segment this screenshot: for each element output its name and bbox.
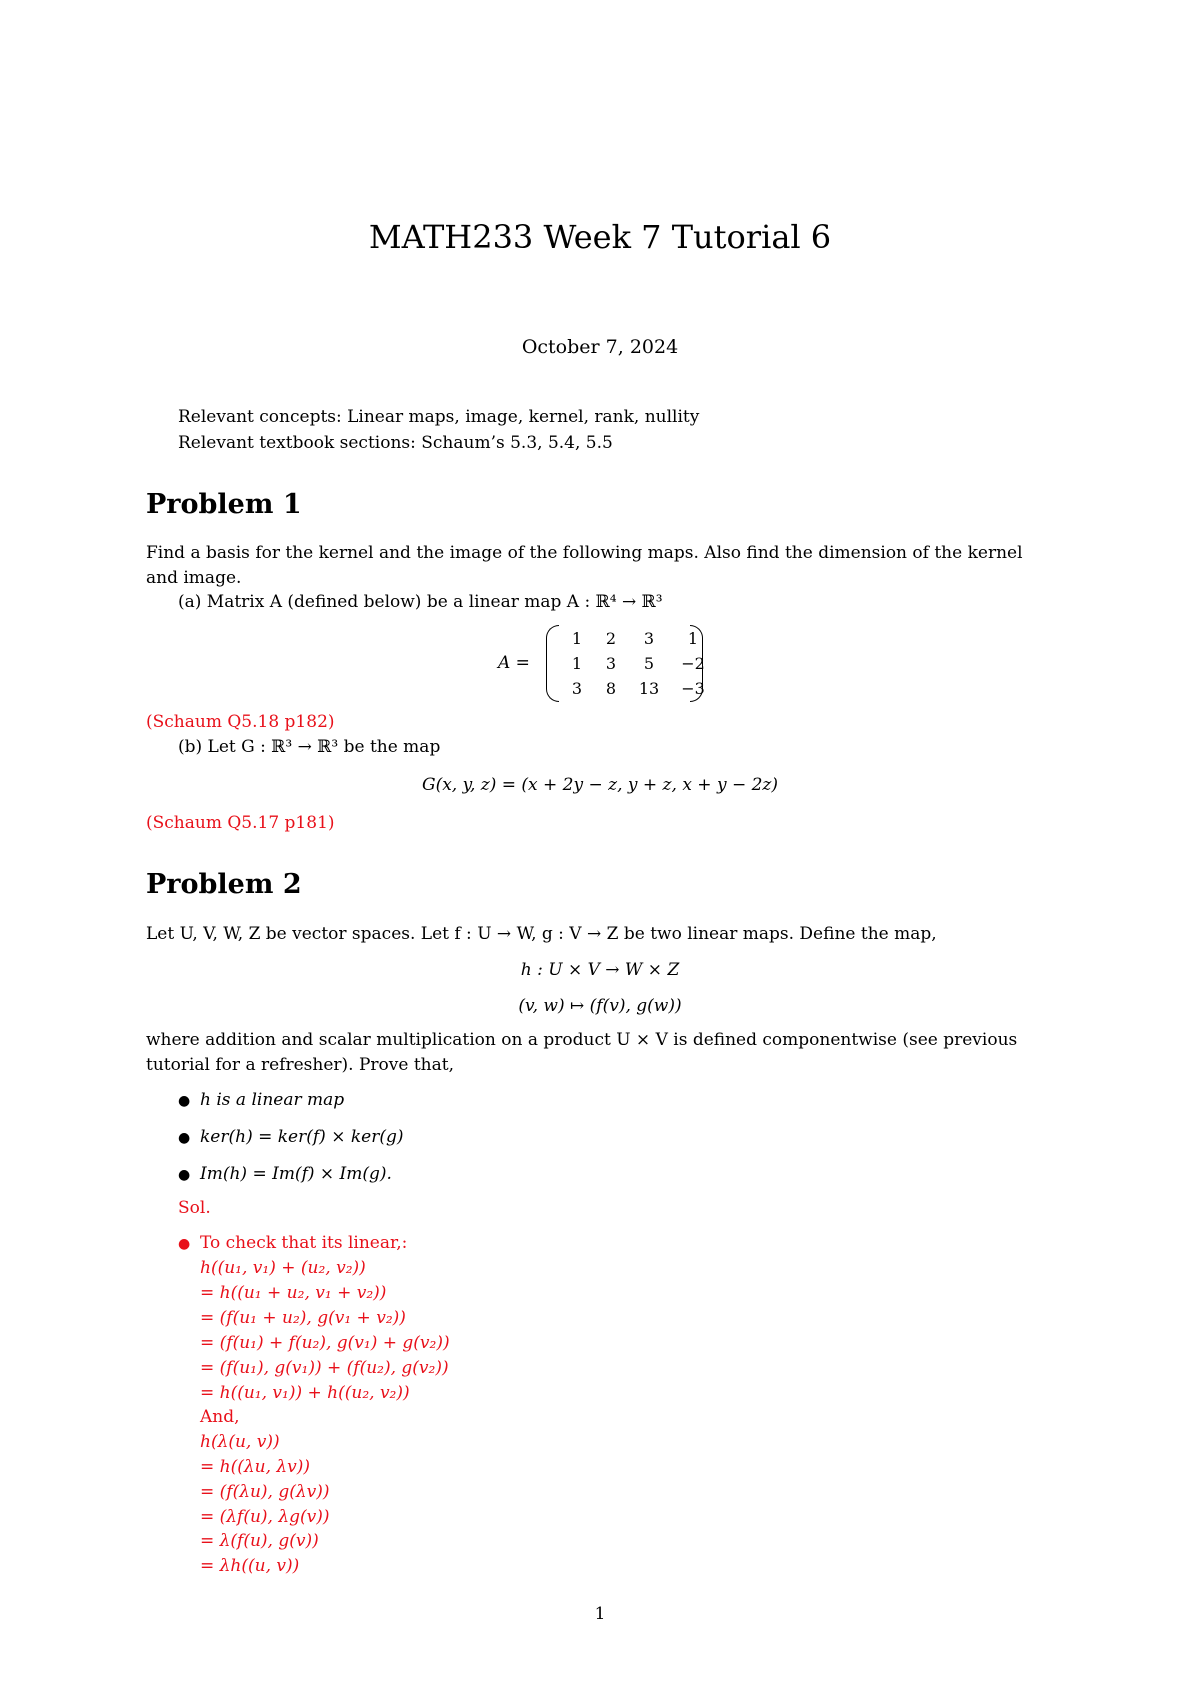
map-h-rule: (v, w) ↦ (f(v), g(w)) [518,996,682,1016]
matrix-entry: 5 [643,654,655,673]
matrix-entry: 3 [571,679,583,698]
matrix-entry: 1 [571,654,583,673]
document-date: October 7, 2024 [521,336,679,358]
matrix-left-paren [546,625,559,702]
matrix-entry: 1 [571,629,583,648]
solution-line: = h((u₁, v₁)) + h((u₂, v₂)) [200,1383,410,1403]
matrix-entry: 3 [605,654,617,673]
matrix-entry: −3 [681,679,705,698]
problem2-heading: Problem 2 [146,869,302,900]
solution-label: Sol. [178,1198,211,1218]
bullet-item: ● h is a linear map [178,1090,345,1110]
solution-line: = (f(u₁) + f(u₂), g(v₁) + g(v₂)) [200,1333,450,1353]
matrix-a [498,625,708,700]
matrix-entry: 8 [605,679,617,698]
problem2-intro: Let U, V, W, Z be vector spaces. Let f : U → W, g : V → Z be two linear maps. Define the map, [146,924,937,944]
problem1-heading: Problem 1 [146,489,302,520]
problem1-part-b: (b) Let G : ℝ³ → ℝ³ be the map [178,737,441,757]
matrix-entry: 1 [687,629,699,648]
map-h-definition: h : U × V → W × Z [520,960,680,980]
matrix-entry: 3 [643,629,655,648]
bullet-icon: ● [178,1130,191,1146]
solution-line: h((u₁, v₁) + (u₂, v₂)) [200,1258,366,1278]
solution-line: = h((λu, λv)) [200,1457,311,1477]
matrix-entry: 2 [605,629,617,648]
problem1-intro-line1: Find a basis for the kernel and the image of the following maps. Also find the dimension of the kernel [146,543,1023,563]
relevant-sections: Relevant textbook sections: Schaum’s 5.3, 5.4, 5.5 [178,433,613,453]
solution-line: = (f(λu), g(λv)) [200,1482,330,1502]
problem2-text-line2: tutorial for a refresher). Prove that, [146,1055,454,1075]
matrix-label: A = [498,653,530,673]
solution-line: = (f(u₁ + u₂), g(v₁ + v₂)) [200,1308,406,1328]
solution-line: And, [200,1407,240,1427]
document-title: MATH233 Week 7 Tutorial 6 [368,218,832,256]
map-g-equation: G(x, y, z) = (x + 2y − z, y + z, x + y − 2z) [421,775,779,795]
relevant-concepts: Relevant concepts: Linear maps, image, kernel, rank, nullity [178,407,700,427]
solution-line: = (f(u₁), g(v₁)) + (f(u₂), g(v₂)) [200,1358,449,1378]
problem1-part-a: (a) Matrix A (defined below) be a linear map A : ℝ⁴ → ℝ³ [178,592,663,612]
bullet-item: ● ker(h) = ker(f) × ker(g) [178,1127,404,1147]
schaum-reference-b: (Schaum Q5.17 p181) [146,813,335,833]
matrix-entry: −2 [681,654,705,673]
schaum-reference-a: (Schaum Q5.18 p182) [146,712,335,732]
page-number: 1 [594,1604,606,1624]
bullet-item: ● Im(h) = Im(f) × Im(g). [178,1164,392,1184]
solution-line: = λh((u, v)) [200,1556,300,1576]
solution-line: = (λf(u), λg(v)) [200,1507,330,1527]
matrix-entry: 13 [638,679,660,698]
problem1-intro-line2: and image. [146,568,242,588]
bullet-icon: ● [178,1093,191,1109]
solution-bullet: ● To check that its linear,: [178,1233,408,1253]
problem2-text-line1: where addition and scalar multiplication on a product U × V is defined componentwise (see previous [146,1030,1018,1050]
matrix-right-paren [690,625,703,702]
bullet-icon: ● [178,1236,191,1252]
bullet-icon: ● [178,1167,191,1183]
solution-line: h(λ(u, v)) [200,1432,280,1452]
solution-line: = h((u₁ + u₂, v₁ + v₂)) [200,1283,387,1303]
solution-line: = λ(f(u), g(v)) [200,1531,319,1551]
